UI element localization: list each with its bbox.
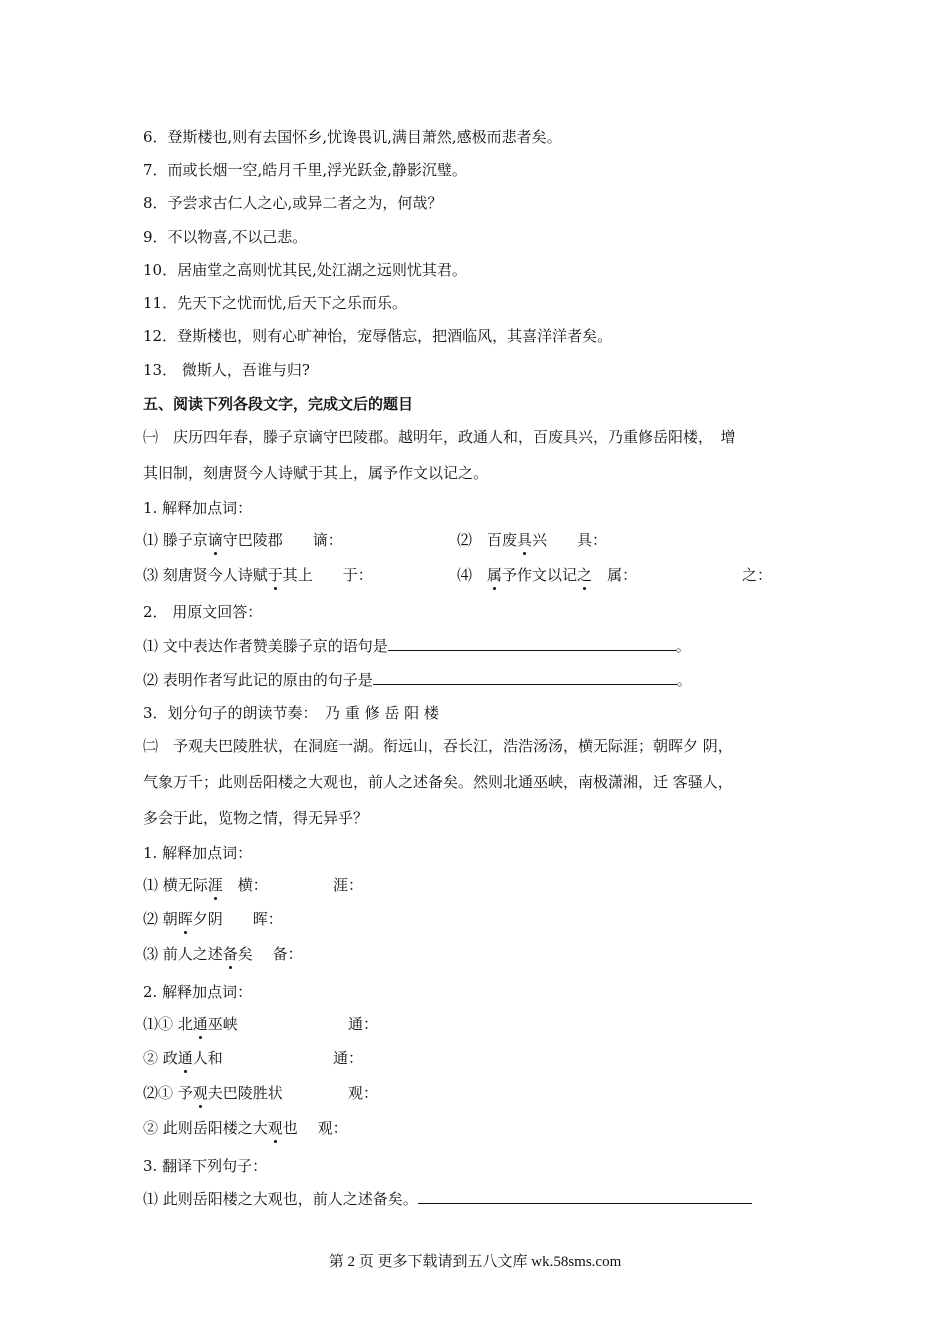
question1-item3: ⑶ 刻唐贤今人诗赋于其上 于： <box>143 566 373 584</box>
emphasis-mark: 晖 <box>177 910 193 928</box>
question1-item4-zhi: 之： <box>742 566 773 584</box>
part2-q2-item3: ⑵① 予观夫巴陵胜状 <box>143 1084 283 1102</box>
emphasis-mark: 通 <box>192 1015 208 1033</box>
passage1-line2: 其旧制，刻唐贤今人诗赋于其上，属予作文以记之。 <box>143 464 489 482</box>
part2-q2-item2: ② 政通人和 <box>143 1049 223 1067</box>
emphasis-mark: 于 <box>267 566 283 584</box>
question2-title: 2． 用原文回答： <box>143 603 263 621</box>
question1-item2: ⑵ 百废具兴 具： <box>457 531 608 549</box>
part2-q2-item4: ② 此则岳阳楼之大观也 观： <box>143 1119 348 1137</box>
passage2-line1: ㈡ 予观夫巴陵胜状，在洞庭一湖。衔远山，吞长江，浩浩汤汤，横无际涯；朝晖夕 阴， <box>143 737 733 755</box>
passage2-line3: 多会于此，览物之情，得无异乎？ <box>143 809 369 827</box>
section-title: 五、阅读下列各段文字，完成文后的题目 <box>143 395 414 413</box>
question1-item1: ⑴ 滕子京谪守巴陵郡 谪： <box>143 531 343 549</box>
sentence-12: 12．登斯楼也，则有心旷神怡，宠辱偕忘，把酒临风，其喜洋洋者矣。 <box>143 327 613 345</box>
sentence-6: 6．登斯楼也,则有去国怀乡,忧谗畏讥,满目萧然,感极而悲者矣。 <box>143 128 562 146</box>
emphasis-mark: 之 <box>577 566 593 584</box>
part2-q1-item2: ⑵ 朝晖夕阴 晖： <box>143 910 283 928</box>
emphasis-mark: 通 <box>177 1049 193 1067</box>
part2-q3-title: 3. 翻译下列句子： <box>143 1157 268 1175</box>
part2-q2-item3-guan: 观： <box>348 1084 379 1102</box>
sentence-10: 10．居庙堂之高则忧其民,处江湖之远则忧其君。 <box>143 261 467 279</box>
emphasis-mark: 谪 <box>207 531 223 549</box>
passage1-line1: ㈠ 庆历四年春，滕子京谪守巴陵郡。越明年，政通人和，百废具兴，乃重修岳阳楼， 增 <box>143 428 736 446</box>
part2-q1-title: 1. 解释加点词： <box>143 844 253 862</box>
passage2-line2: 气象万千；此则岳阳楼之大观也，前人之述备矣。然则北通巫峡，南极潇湘，迁 客骚人， <box>143 773 733 791</box>
question2-item1: ⑴ 文中表达作者赞美滕子京的语句是 。 <box>143 637 691 655</box>
answer-blank[interactable] <box>388 636 676 651</box>
part2-q2-item1-tong: 通： <box>348 1015 379 1033</box>
emphasis-mark: 具 <box>517 531 533 549</box>
answer-blank[interactable] <box>418 1189 752 1204</box>
sentence-11: 11．先天下之忧而忧,后天下之乐而乐。 <box>143 294 407 312</box>
emphasis-mark: 观 <box>267 1119 283 1137</box>
part2-q1-item3: ⑶ 前人之述备矣 备： <box>143 945 303 963</box>
question3: 3．划分句子的朗读节奏： 乃 重 修 岳 阳 楼 <box>143 704 439 722</box>
part2-q2-item2-tong: 通： <box>333 1049 364 1067</box>
part2-q1-item1: ⑴ 横无际涯 横： <box>143 876 268 894</box>
part2-q3-item1: ⑴ 此则岳阳楼之大观也，前人之述备矣。 <box>143 1189 752 1209</box>
emphasis-mark: 备 <box>222 945 238 963</box>
sentence-13: 13． 微斯人，吾谁与归? <box>143 361 310 379</box>
part2-q1-item1-ya: 涯： <box>333 876 364 894</box>
emphasis-mark: 涯 <box>207 876 223 894</box>
part2-q2-title: 2. 解释加点词： <box>143 983 253 1001</box>
emphasis-mark: 观 <box>192 1084 208 1102</box>
question2-item2: ⑵ 表明作者写此记的原由的句子是 。 <box>143 671 692 689</box>
answer-blank[interactable] <box>373 670 677 685</box>
question1-item4: ⑷ 属予作文以记之 属： <box>457 566 638 584</box>
question1-title: 1. 解释加点词： <box>143 499 253 517</box>
part2-q2-item1: ⑴① 北通巫峡 <box>143 1015 238 1033</box>
sentence-8: 8．予尝求古仁人之心,或异二者之为，何哉？ <box>143 194 443 212</box>
sentence-7: 7．而或长烟一空,皓月千里,浮光跃金,静影沉璧。 <box>143 161 467 179</box>
emphasis-mark: 属 <box>487 566 503 584</box>
page-footer: 第 2 页 更多下载请到五八文库 wk.58sms.com <box>328 1254 622 1270</box>
sentence-9: 9．不以物喜,不以己悲。 <box>143 228 308 246</box>
